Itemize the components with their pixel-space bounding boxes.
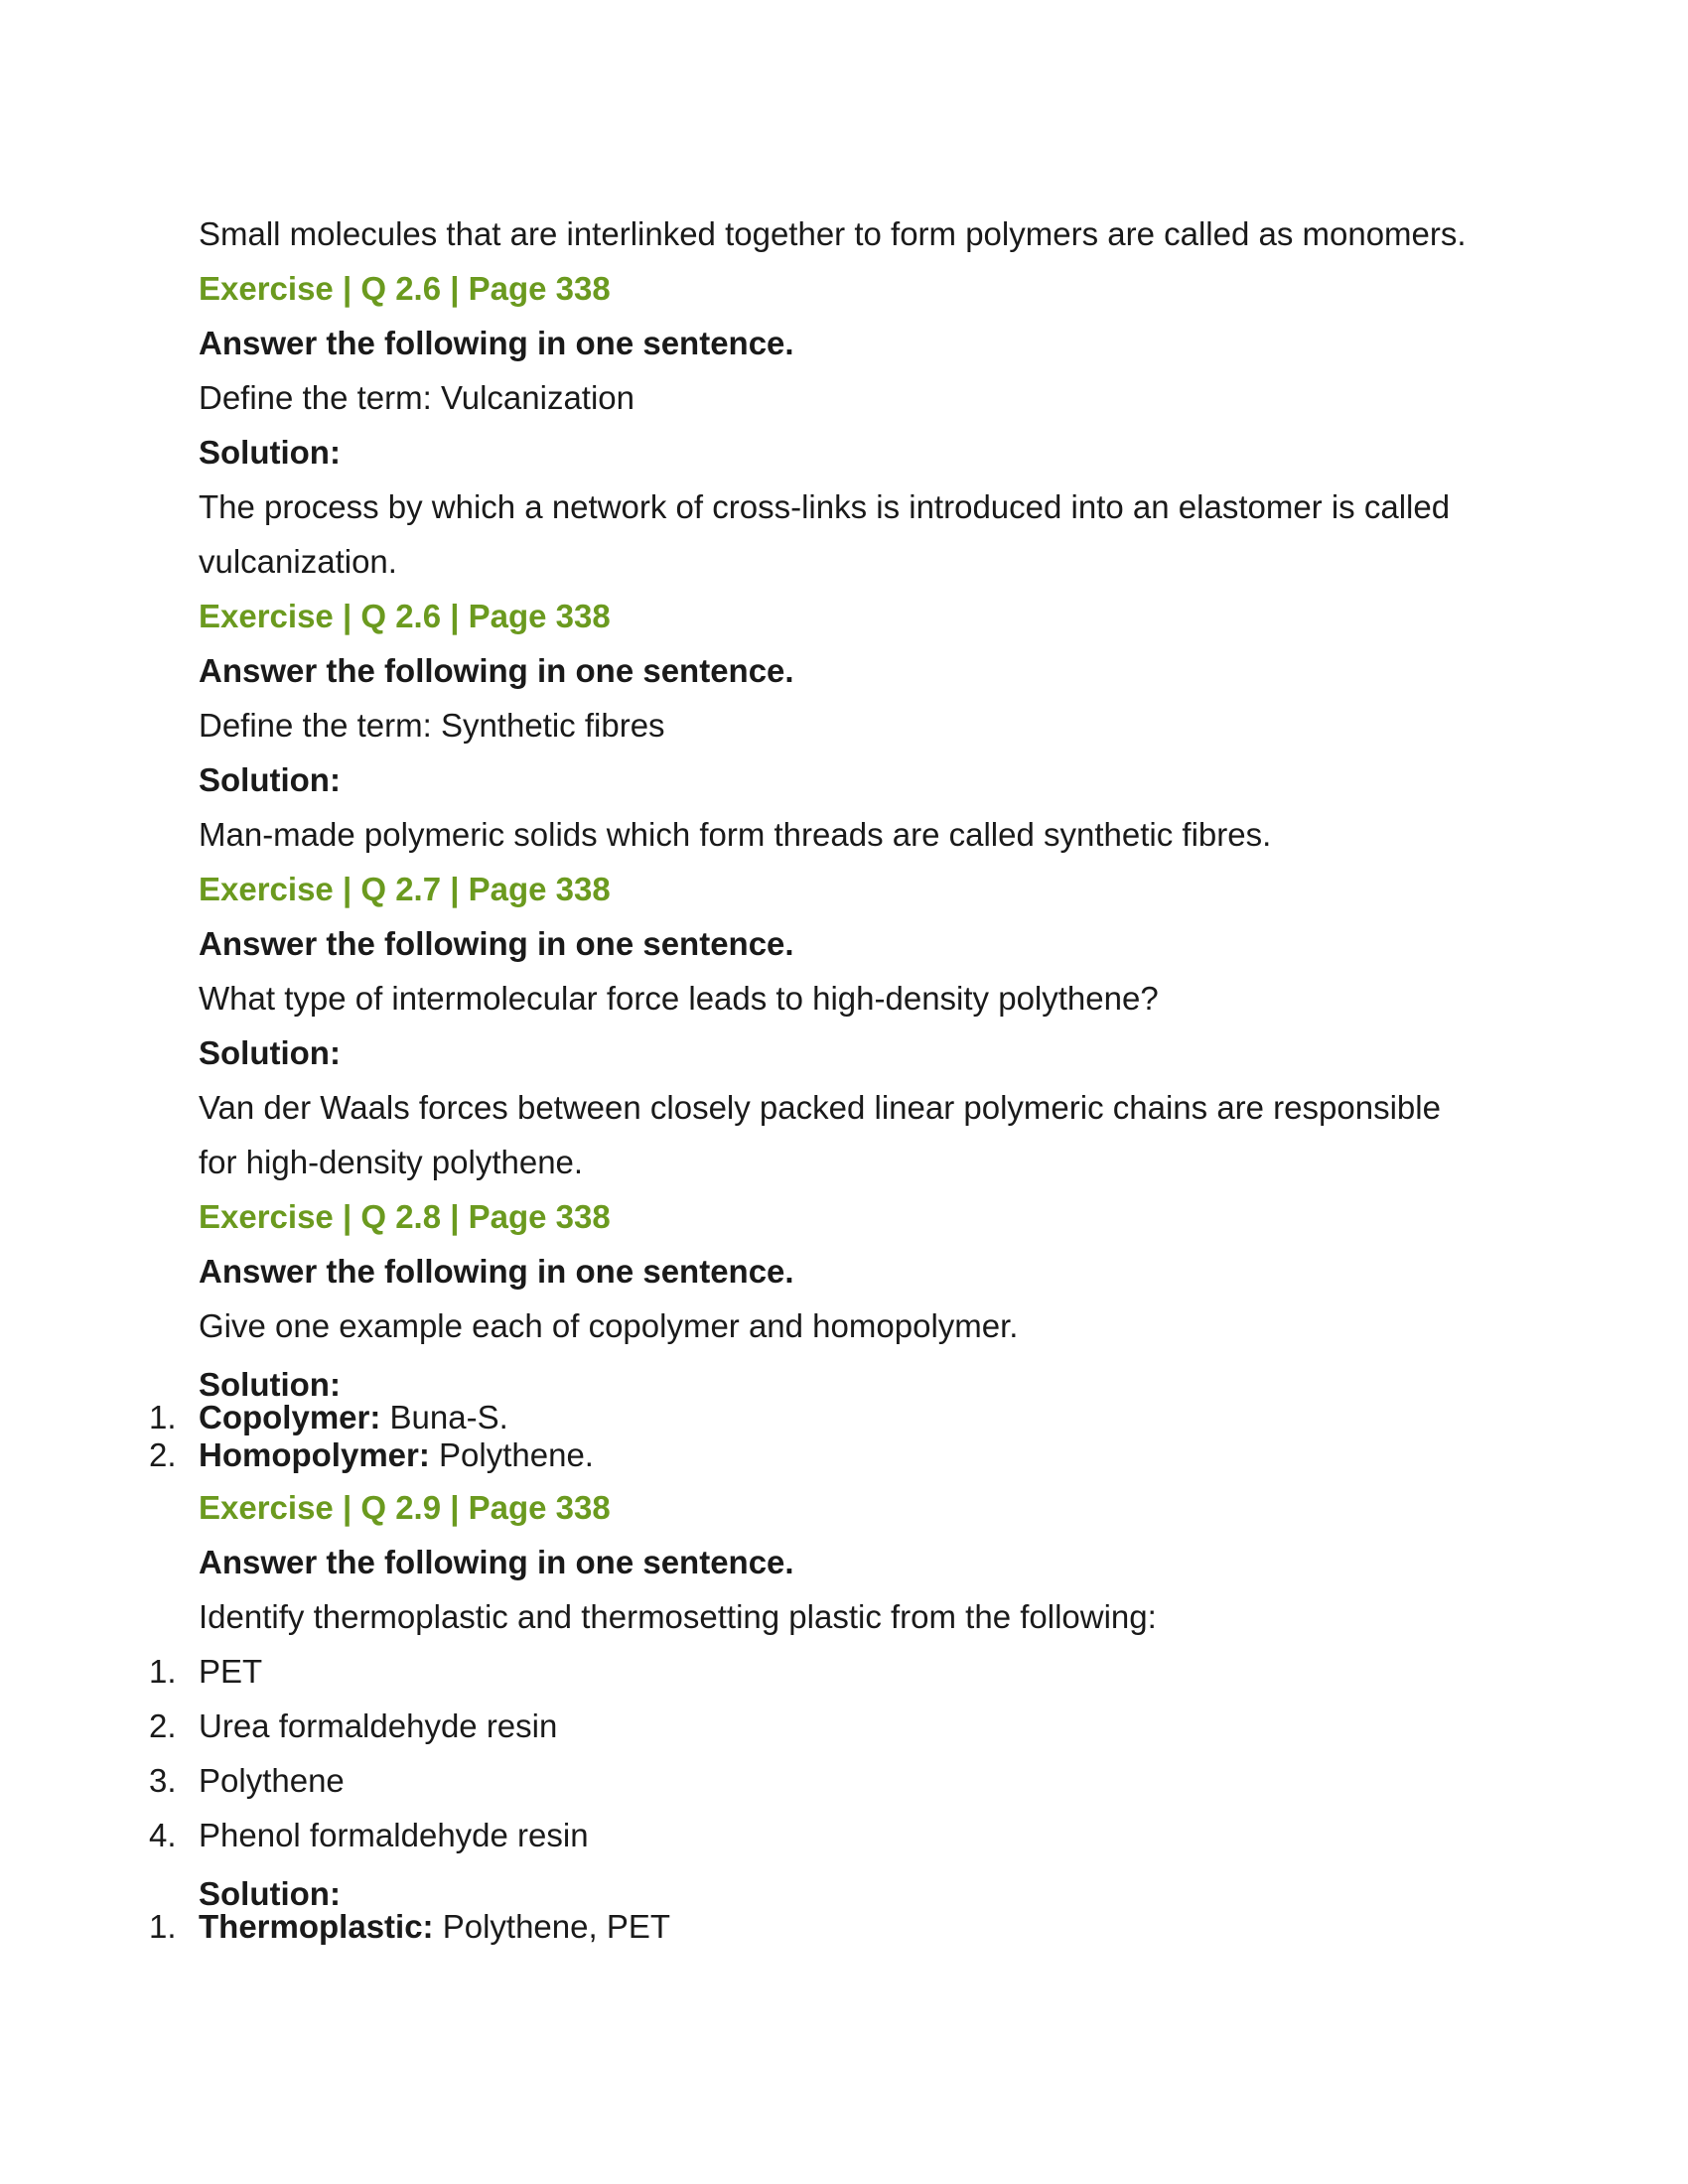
list-item xyxy=(0,1699,1688,1753)
answer-text: The process by which a network of cross-links is introduced into an elastomer is called xyxy=(199,488,1451,525)
answer-term: Copolymer: xyxy=(199,1399,381,1435)
list-number: 1. xyxy=(149,1399,177,1435)
list-number: 1. xyxy=(149,1908,177,1945)
answer-text: Van der Waals forces between closely packed linear polymeric chains are responsible xyxy=(199,1089,1441,1126)
list-item xyxy=(0,1908,1688,1946)
option-text: Urea formaldehyde resin xyxy=(199,1707,558,1744)
list-number: 2. xyxy=(149,1436,177,1473)
answer-text: for high-density polythene. xyxy=(199,1144,584,1180)
solution-label: Solution: xyxy=(199,1034,341,1071)
list-number: 4. xyxy=(149,1817,177,1853)
answer-text: vulcanization. xyxy=(199,543,397,580)
solution-label: Solution: xyxy=(199,434,341,471)
list-item xyxy=(0,1808,1688,1862)
exercise-heading: Exercise | Q 2.8 | Page 338 xyxy=(199,1198,611,1235)
question-text: What type of intermolecular force leads to high-density polythene? xyxy=(199,980,1159,1017)
answer-value: Buna-S. xyxy=(380,1399,508,1435)
answer-term: Homopolymer: xyxy=(199,1436,430,1473)
list-item xyxy=(0,1436,1688,1474)
option-text: Phenol formaldehyde resin xyxy=(199,1817,589,1853)
answer-value: Polythene. xyxy=(429,1436,594,1473)
question-text: Give one example each of copolymer and homopolymer. xyxy=(199,1307,1019,1344)
solution-label: Solution: xyxy=(199,761,341,798)
exercise-heading: Exercise | Q 2.7 | Page 338 xyxy=(199,871,611,907)
option-text: Polythene xyxy=(199,1762,345,1799)
list-item xyxy=(0,1753,1688,1808)
solution-label: Solution: xyxy=(199,1366,341,1403)
exercise-heading: Exercise | Q 2.6 | Page 338 xyxy=(199,270,611,307)
document-page xyxy=(0,206,1688,1946)
list-item xyxy=(0,1399,1688,1436)
solution-label: Solution: xyxy=(199,1875,341,1912)
exercise-heading: Exercise | Q 2.6 | Page 338 xyxy=(199,598,611,634)
exercise-heading: Exercise | Q 2.9 | Page 338 xyxy=(199,1489,611,1526)
answer-value: Polythene, PET xyxy=(433,1908,671,1945)
instruction: Answer the following in one sentence. xyxy=(199,925,794,962)
list-number: 3. xyxy=(149,1762,177,1799)
option-text: PET xyxy=(199,1653,263,1690)
question-text: Define the term: Vulcanization xyxy=(199,379,635,416)
instruction: Answer the following in one sentence. xyxy=(199,325,794,361)
question-text: Identify thermoplastic and thermosetting plastic from the following: xyxy=(199,1598,1157,1635)
list-number: 2. xyxy=(149,1707,177,1744)
instruction: Answer the following in one sentence. xyxy=(199,652,794,689)
list-item xyxy=(0,1644,1688,1699)
answer-text: Man-made polymeric solids which form threads are called synthetic fibres. xyxy=(199,816,1272,853)
answer-term: Thermoplastic: xyxy=(199,1908,434,1945)
instruction: Answer the following in one sentence. xyxy=(199,1544,794,1580)
instruction: Answer the following in one sentence. xyxy=(199,1253,794,1290)
intro-text: Small molecules that are interlinked together to form polymers are called as monomers. xyxy=(199,215,1467,252)
question-text: Define the term: Synthetic fibres xyxy=(199,707,665,744)
list-number: 1. xyxy=(149,1653,177,1690)
